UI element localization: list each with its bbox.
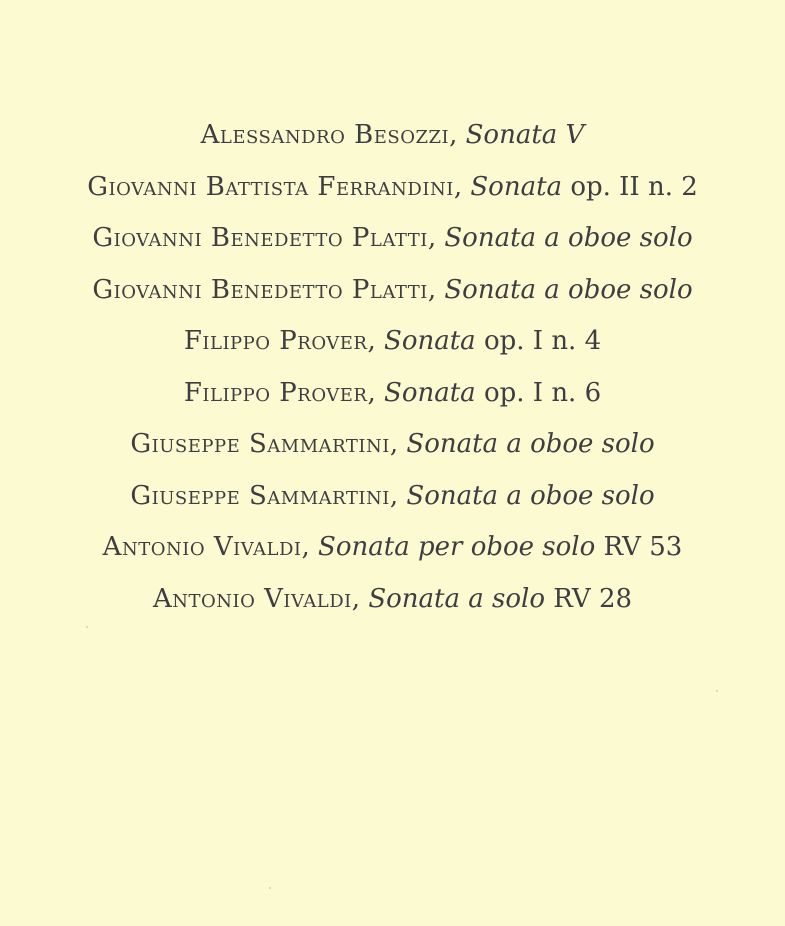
- work-title: Sonata per oboe solo: [318, 532, 596, 562]
- composer-name: Antonio Vivaldi: [102, 532, 302, 562]
- work-title: Sonata a oboe solo: [444, 223, 693, 253]
- composer-name: Giovanni Battista Ferrandini: [87, 171, 454, 202]
- work-title: Sonata: [384, 326, 476, 356]
- work-number: op. I n. 4: [483, 326, 602, 356]
- work-title: Sonata a oboe solo: [444, 274, 693, 305]
- list-item: Alessandro Besozzi, Sonata V: [200, 120, 585, 150]
- list-item: Giovanni Battista Ferrandini, Sonata op. II n. 2: [87, 171, 698, 202]
- list-item: Antonio Vivaldi, Sonata per oboe solo RV 53: [102, 532, 683, 562]
- list-item: Antonio Vivaldi, Sonata a solo RV 28: [152, 583, 633, 614]
- contents-list: [0, 110, 785, 625]
- composer-name: Antonio Vivaldi: [152, 583, 352, 614]
- work-number: op. I n. 6: [483, 377, 602, 408]
- work-title: Sonata a oboe solo: [406, 480, 655, 511]
- list-item: Filippo Prover, Sonata op. I n. 6: [183, 377, 602, 408]
- list-item: Giovanni Benedetto Platti, Sonata a oboe solo: [92, 274, 693, 305]
- list-item: Filippo Prover, Sonata op. I n. 4: [183, 326, 602, 356]
- paper-speck: [716, 690, 718, 692]
- work-number: RV 28: [553, 583, 633, 614]
- work-number: op. II n. 2: [570, 171, 698, 202]
- composer-name: Giuseppe Sammartini: [130, 429, 390, 459]
- composer-name: Filippo Prover: [183, 326, 368, 356]
- paper-speck: [269, 887, 271, 889]
- work-title: Sonata a oboe solo: [406, 429, 655, 459]
- work-title: Sonata: [470, 171, 563, 202]
- work-number: RV 53: [603, 532, 683, 562]
- paper-speck: [86, 626, 88, 628]
- composer-name: Filippo Prover: [183, 377, 368, 408]
- composer-name: Giovanni Benedetto Platti: [92, 223, 428, 253]
- work-title: Sonata a solo: [368, 583, 545, 614]
- composer-name: Giovanni Benedetto Platti: [92, 274, 428, 305]
- list-item: Giovanni Benedetto Platti, Sonata a oboe solo: [92, 223, 693, 253]
- list-item: Giuseppe Sammartini, Sonata a oboe solo: [130, 480, 655, 511]
- work-title: Sonata V: [465, 120, 585, 150]
- composer-name: Alessandro Besozzi: [200, 120, 450, 150]
- list-item: Giuseppe Sammartini, Sonata a oboe solo: [130, 429, 655, 459]
- work-title: Sonata: [384, 377, 476, 408]
- composer-name: Giuseppe Sammartini: [130, 480, 390, 511]
